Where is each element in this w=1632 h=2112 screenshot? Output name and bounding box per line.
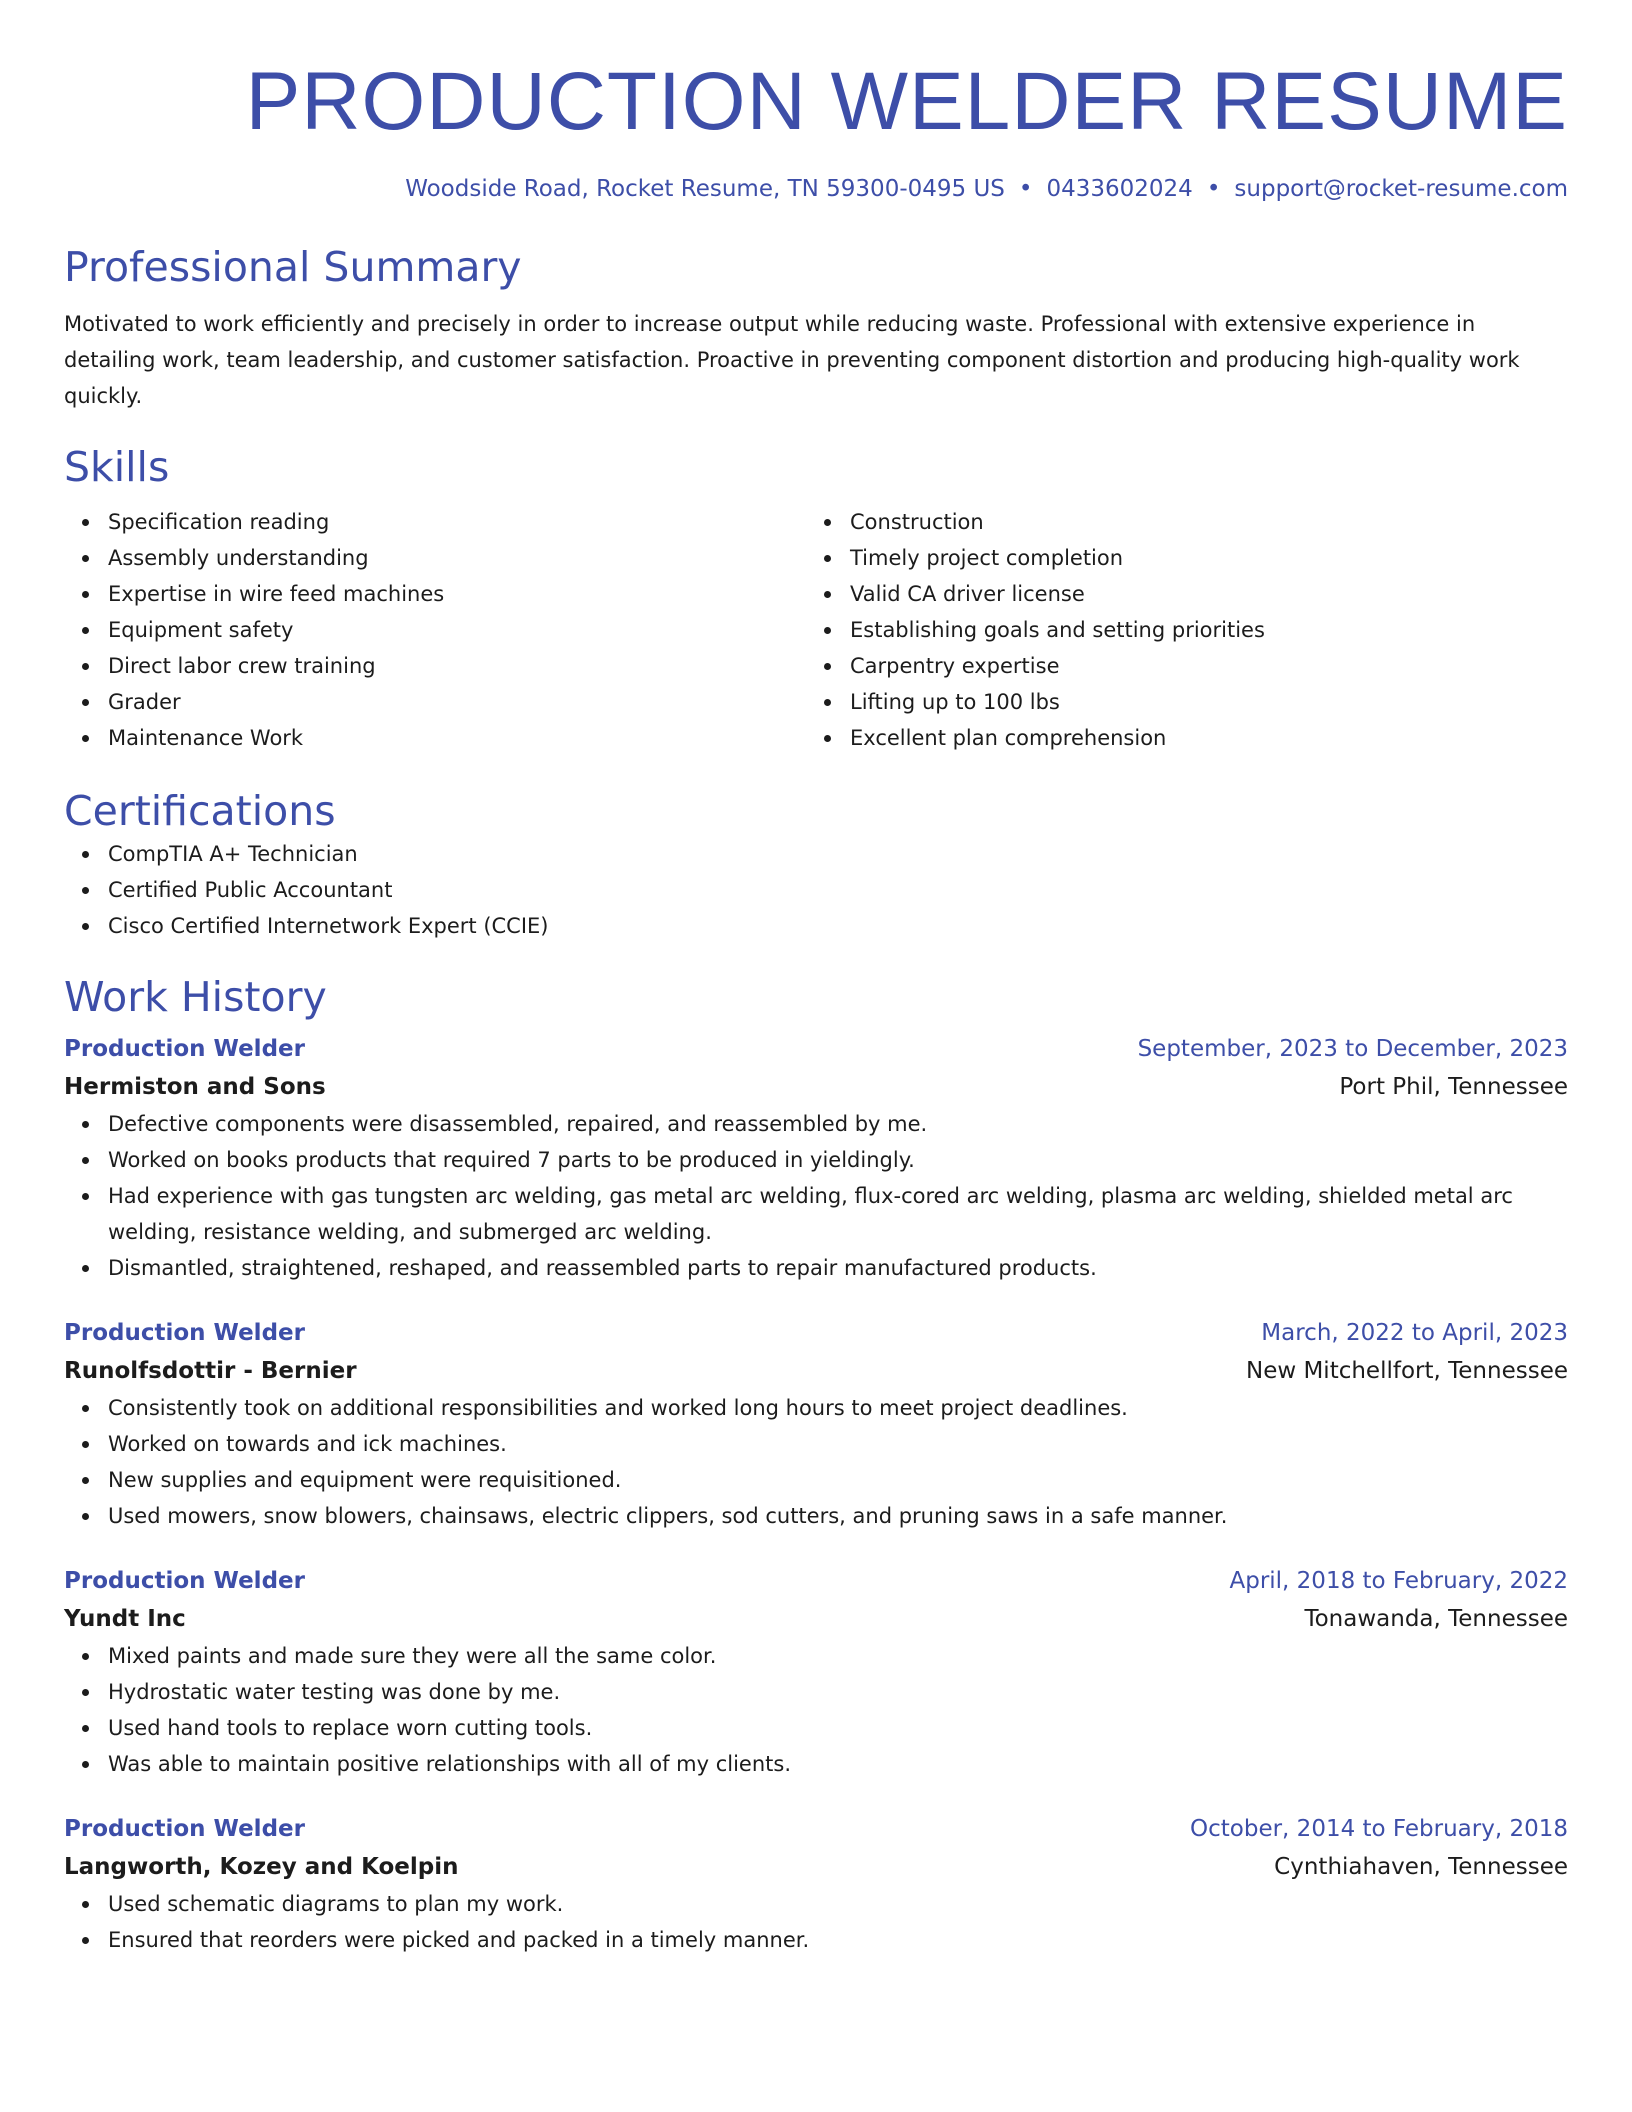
skill-item: Expertise in wire feed machines (64, 576, 806, 612)
phone: 0433602024 (1046, 176, 1193, 202)
job-title: Production Welder (64, 1816, 305, 1842)
skill-item: Excellent plan comprehension (806, 720, 1548, 756)
job-duties-list (64, 1638, 1568, 1782)
job-duty: Consistently took on additional responsibilities and worked long hours to meet project deadlines. (64, 1390, 1568, 1426)
job-header-row (64, 1030, 1568, 1068)
certifications-heading: Certifications (64, 787, 336, 835)
job-title: Production Welder (64, 1320, 305, 1346)
certification-item: Certified Public Accountant (64, 872, 1568, 908)
job-duty: Used hand tools to replace worn cutting tools. (64, 1710, 1568, 1746)
skill-item: Specification reading (64, 504, 806, 540)
job-dates: October, 2014 to February, 2018 (1190, 1816, 1568, 1842)
job-duty: New supplies and equipment were requisitioned. (64, 1462, 1568, 1498)
job-duty: Dismantled, straightened, reshaped, and reassembled parts to repair manufactured products. (64, 1250, 1568, 1286)
job-header-row (64, 1562, 1568, 1600)
company-name: Hermiston and Sons (64, 1074, 326, 1100)
job-duty: Ensured that reorders were picked and packed in a timely manner. (64, 1922, 1568, 1958)
job-duty: Mixed paints and made sure they were all the same color. (64, 1638, 1568, 1674)
job-dates: September, 2023 to December, 2023 (1137, 1036, 1568, 1062)
job-dates: March, 2022 to April, 2023 (1261, 1320, 1568, 1346)
summary-text: Motivated to work efficiently and precisely in order to increase output while reducing waste. Professional with extensive experience in detailing work, team leadership, and customer satisfaction. Proactive in preventing component distortion and producing high-quality work quickly. (64, 312, 1520, 408)
job-duty: Worked on towards and ick machines. (64, 1426, 1568, 1462)
skills-list-left (64, 504, 806, 756)
certifications-list (64, 836, 1568, 944)
job-entry (64, 1314, 1568, 1534)
job-location: Cynthiahaven, Tennessee (1274, 1854, 1568, 1880)
job-company-row (64, 1352, 1568, 1390)
contact-line (64, 174, 1568, 204)
job-entry (64, 1562, 1568, 1782)
job-duty: Used mowers, snow blowers, chainsaws, electric clippers, sod cutters, and pruning saws in a safe manner. (64, 1498, 1568, 1534)
skill-item: Valid CA driver license (806, 576, 1548, 612)
work-history-heading: Work History (64, 973, 327, 1021)
certification-item: CompTIA A+ Technician (64, 836, 1568, 872)
job-duty: Defective components were disassembled, repaired, and reassembled by me. (64, 1106, 1568, 1142)
skill-item: Direct labor crew training (64, 648, 806, 684)
contact-separator: • (1206, 176, 1221, 202)
skill-item: Grader (64, 684, 806, 720)
job-entry (64, 1810, 1568, 1958)
job-title: Production Welder (64, 1036, 305, 1062)
job-header-row (64, 1314, 1568, 1352)
job-duty: Worked on books products that required 7 parts to be produced in yieldingly. (64, 1142, 1568, 1178)
job-company-row (64, 1600, 1568, 1638)
email: support@rocket-resume.com (1234, 176, 1568, 202)
job-company-row (64, 1068, 1568, 1106)
job-duty: Used schematic diagrams to plan my work. (64, 1886, 1568, 1922)
job-location: Port Phil, Tennessee (1339, 1074, 1568, 1100)
job-location: Tonawanda, Tennessee (1304, 1606, 1568, 1632)
skill-item: Establishing goals and setting priorities (806, 612, 1548, 648)
job-duty: Had experience with gas tungsten arc welding, gas metal arc welding, flux-cored arc welding, plasma arc welding, shielded metal arc welding, resistance welding, and submerged arc welding. (64, 1178, 1568, 1250)
address: Woodside Road, Rocket Resume, TN 59300-0495 US (405, 176, 1005, 202)
job-company-row (64, 1848, 1568, 1886)
skill-item: Lifting up to 100 lbs (806, 684, 1548, 720)
resume-page (64, 0, 1568, 1958)
skill-item: Equipment safety (64, 612, 806, 648)
job-duties-list (64, 1390, 1568, 1534)
job-duties-list (64, 1106, 1568, 1286)
skill-item: Maintenance Work (64, 720, 806, 756)
company-name: Yundt Inc (64, 1606, 186, 1632)
skills-list-right (806, 504, 1548, 756)
skill-item: Carpentry expertise (806, 648, 1548, 684)
skill-item: Construction (806, 504, 1548, 540)
job-duty: Hydrostatic water testing was done by me. (64, 1674, 1568, 1710)
skills-heading: Skills (64, 443, 170, 491)
job-header-row (64, 1810, 1568, 1848)
skills-columns (64, 504, 1568, 756)
skill-item: Timely project completion (806, 540, 1548, 576)
job-dates: April, 2018 to February, 2022 (1229, 1568, 1568, 1594)
certification-item: Cisco Certified Internetwork Expert (CCIE) (64, 908, 1568, 944)
skill-item: Assembly understanding (64, 540, 806, 576)
job-duties-list (64, 1886, 1568, 1958)
resume-title: PRODUCTION WELDER RESUME (245, 56, 1568, 147)
job-entry (64, 1030, 1568, 1286)
company-name: Runolfsdottir - Bernier (64, 1358, 357, 1384)
job-title: Production Welder (64, 1568, 305, 1594)
job-location: New Mitchellfort, Tennessee (1245, 1358, 1568, 1384)
resume-header (64, 0, 1568, 204)
contact-separator: • (1018, 176, 1033, 202)
job-duty: Was able to maintain positive relationships with all of my clients. (64, 1746, 1568, 1782)
company-name: Langworth, Kozey and Koelpin (64, 1854, 459, 1880)
summary-heading: Professional Summary (64, 243, 522, 291)
